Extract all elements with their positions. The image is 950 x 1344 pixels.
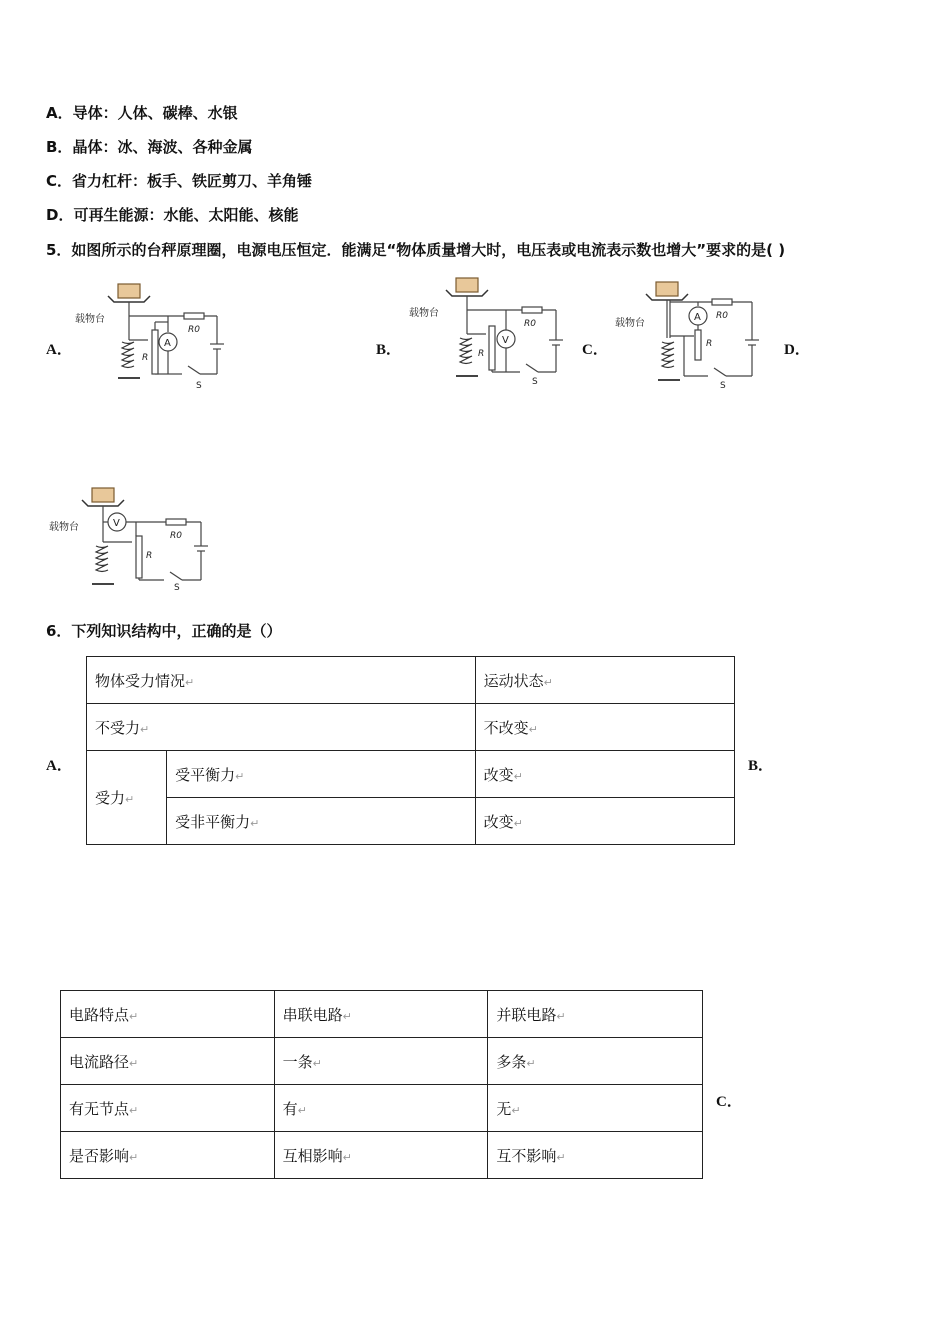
- q5-label-b: B．: [376, 342, 402, 358]
- option-label: C．: [46, 172, 73, 190]
- q6-label-c: C．: [716, 1094, 742, 1110]
- paragraph-mark: ↵: [513, 769, 523, 783]
- table-row: [87, 751, 735, 798]
- table-cell: [274, 1132, 488, 1179]
- option-text: 省力杠杆：板手、铁匠剪刀、羊角锤: [72, 172, 313, 190]
- paragraph-mark: ↵: [513, 816, 523, 830]
- r0-label: R0: [188, 325, 200, 335]
- table-cell: [61, 1038, 275, 1085]
- table-cell: [167, 751, 475, 798]
- paragraph-mark: ↵: [312, 1056, 322, 1070]
- paragraph-mark: ↵: [250, 816, 260, 830]
- meter-symbol: A: [694, 312, 701, 323]
- table-row: [87, 798, 735, 845]
- r0-label: R0: [524, 319, 536, 329]
- cell-text: 无: [496, 1099, 512, 1118]
- q4-option-b: [46, 136, 252, 157]
- table-row: [61, 1038, 703, 1085]
- paragraph-mark: ↵: [342, 1150, 352, 1164]
- paragraph-mark: ↵: [125, 793, 135, 806]
- cell-text: 多条: [496, 1052, 527, 1071]
- r0-label: R0: [170, 531, 182, 541]
- paragraph-mark: ↵: [129, 1150, 139, 1164]
- cell-text: 有无节点: [69, 1099, 130, 1118]
- table-cell: [488, 1038, 703, 1085]
- cell-text: 改变: [483, 765, 514, 784]
- q5-label-d: D．: [784, 342, 810, 358]
- paragraph-mark: ↵: [556, 1009, 566, 1023]
- table-cell: [61, 991, 275, 1038]
- table-cell: [274, 1038, 488, 1085]
- option-text: 晶体：冰、海波、各种金属: [72, 138, 253, 156]
- table-cell: [274, 991, 488, 1038]
- r-label: R: [706, 339, 713, 349]
- cell-text: 有: [282, 1099, 298, 1118]
- switch-label: S: [174, 583, 180, 593]
- cell-text: 改变: [483, 812, 514, 831]
- paragraph-mark: ↵: [511, 1103, 521, 1117]
- q6-label-a: A．: [46, 758, 72, 774]
- option-text: 导体：人体、碳棒、水银: [72, 104, 238, 122]
- meter-symbol: V: [502, 335, 509, 346]
- paragraph-mark: ↵: [297, 1103, 307, 1117]
- cell-text: 互相影响: [282, 1146, 343, 1165]
- meter-symbol: A: [164, 338, 171, 349]
- q4-option-c: [46, 170, 312, 191]
- cell-text: 并联电路: [496, 1005, 557, 1024]
- q5-label-c: C．: [582, 342, 608, 358]
- table-row: [61, 1132, 703, 1179]
- switch-label: S: [532, 377, 538, 387]
- table-cell: [488, 991, 703, 1038]
- paragraph-mark: ↵: [556, 1150, 566, 1164]
- table-cell: [475, 751, 734, 798]
- paragraph-mark: ↵: [129, 1103, 139, 1117]
- paragraph-mark: ↵: [543, 675, 553, 689]
- r-label: R: [146, 551, 153, 561]
- table-cell: [274, 1085, 488, 1132]
- paragraph-mark: ↵: [526, 1056, 536, 1070]
- option-label: B．: [46, 138, 73, 156]
- paragraph-mark: ↵: [140, 722, 150, 736]
- circuit-comparison-table: [60, 990, 703, 1179]
- table-cell: [87, 704, 476, 751]
- cell-text: 不改变: [483, 718, 529, 737]
- cell-text: 串联电路: [282, 1005, 343, 1024]
- option-label: A．: [46, 104, 73, 122]
- force-motion-table: [86, 656, 735, 845]
- table-row: [87, 657, 735, 704]
- cell-text: 电流路径: [69, 1052, 130, 1071]
- table-cell: [488, 1085, 703, 1132]
- cell-text: 电路特点: [69, 1005, 130, 1024]
- r-label: R: [142, 353, 149, 363]
- table-cell: [61, 1132, 275, 1179]
- switch-label: S: [196, 381, 202, 391]
- platform-label: 载物台: [49, 522, 79, 533]
- cell-text: 受力: [95, 789, 126, 807]
- paragraph-mark: ↵: [342, 1009, 352, 1023]
- table-cell: [475, 657, 734, 704]
- q4-option-d: [46, 204, 298, 225]
- paragraph-mark: ↵: [129, 1056, 139, 1070]
- cell-text: 不受力: [95, 718, 141, 737]
- q6-label-b: B．: [748, 758, 774, 774]
- circuit-diagram-b: [406, 276, 576, 388]
- circuit-diagram-d: [46, 484, 216, 594]
- table-row: [61, 1085, 703, 1132]
- r-label: R: [478, 349, 485, 359]
- option-text: 可再生能源：水能、太阳能、核能: [73, 206, 299, 224]
- cell-text: 互不影响: [496, 1146, 557, 1165]
- switch-label: S: [720, 381, 726, 391]
- paragraph-mark: ↵: [129, 1009, 139, 1023]
- option-label: D．: [46, 206, 74, 224]
- cell-text: 运动状态: [483, 671, 544, 690]
- cell-text: 一条: [282, 1052, 313, 1071]
- platform-label: 载物台: [75, 314, 105, 325]
- table-cell: [475, 798, 734, 845]
- cell-text: 物体受力情况: [95, 671, 186, 690]
- r0-label: R0: [716, 311, 728, 321]
- cell-text: 受非平衡力: [175, 812, 251, 831]
- q5-stem: 5．如图所示的台秤原理圈，电源电压恒定．能满足“物体质量增大时，电压表或电流表示数也增大”要求的是( ): [46, 241, 786, 259]
- table-cell: [87, 751, 167, 845]
- table-cell: [61, 1085, 275, 1132]
- paragraph-mark: ↵: [528, 722, 538, 736]
- table-cell: [475, 704, 734, 751]
- meter-symbol: V: [113, 518, 120, 529]
- platform-label: 载物台: [409, 308, 439, 319]
- table-row: [87, 704, 735, 751]
- cell-text: 是否影响: [69, 1146, 130, 1165]
- q6-stem: 6．下列知识结构中，正确的是（）: [46, 622, 282, 640]
- table-cell: [87, 657, 476, 704]
- platform-label: 载物台: [615, 318, 645, 329]
- table-cell: [488, 1132, 703, 1179]
- paragraph-mark: ↵: [235, 769, 245, 783]
- table-row: [61, 991, 703, 1038]
- q5-label-a: A．: [46, 342, 72, 358]
- cell-text: 受平衡力: [175, 765, 236, 784]
- q4-option-a: [46, 102, 238, 123]
- circuit-diagram-a: [72, 282, 242, 392]
- paragraph-mark: ↵: [185, 675, 195, 689]
- table-cell: [167, 798, 475, 845]
- circuit-diagram-c: [612, 280, 772, 392]
